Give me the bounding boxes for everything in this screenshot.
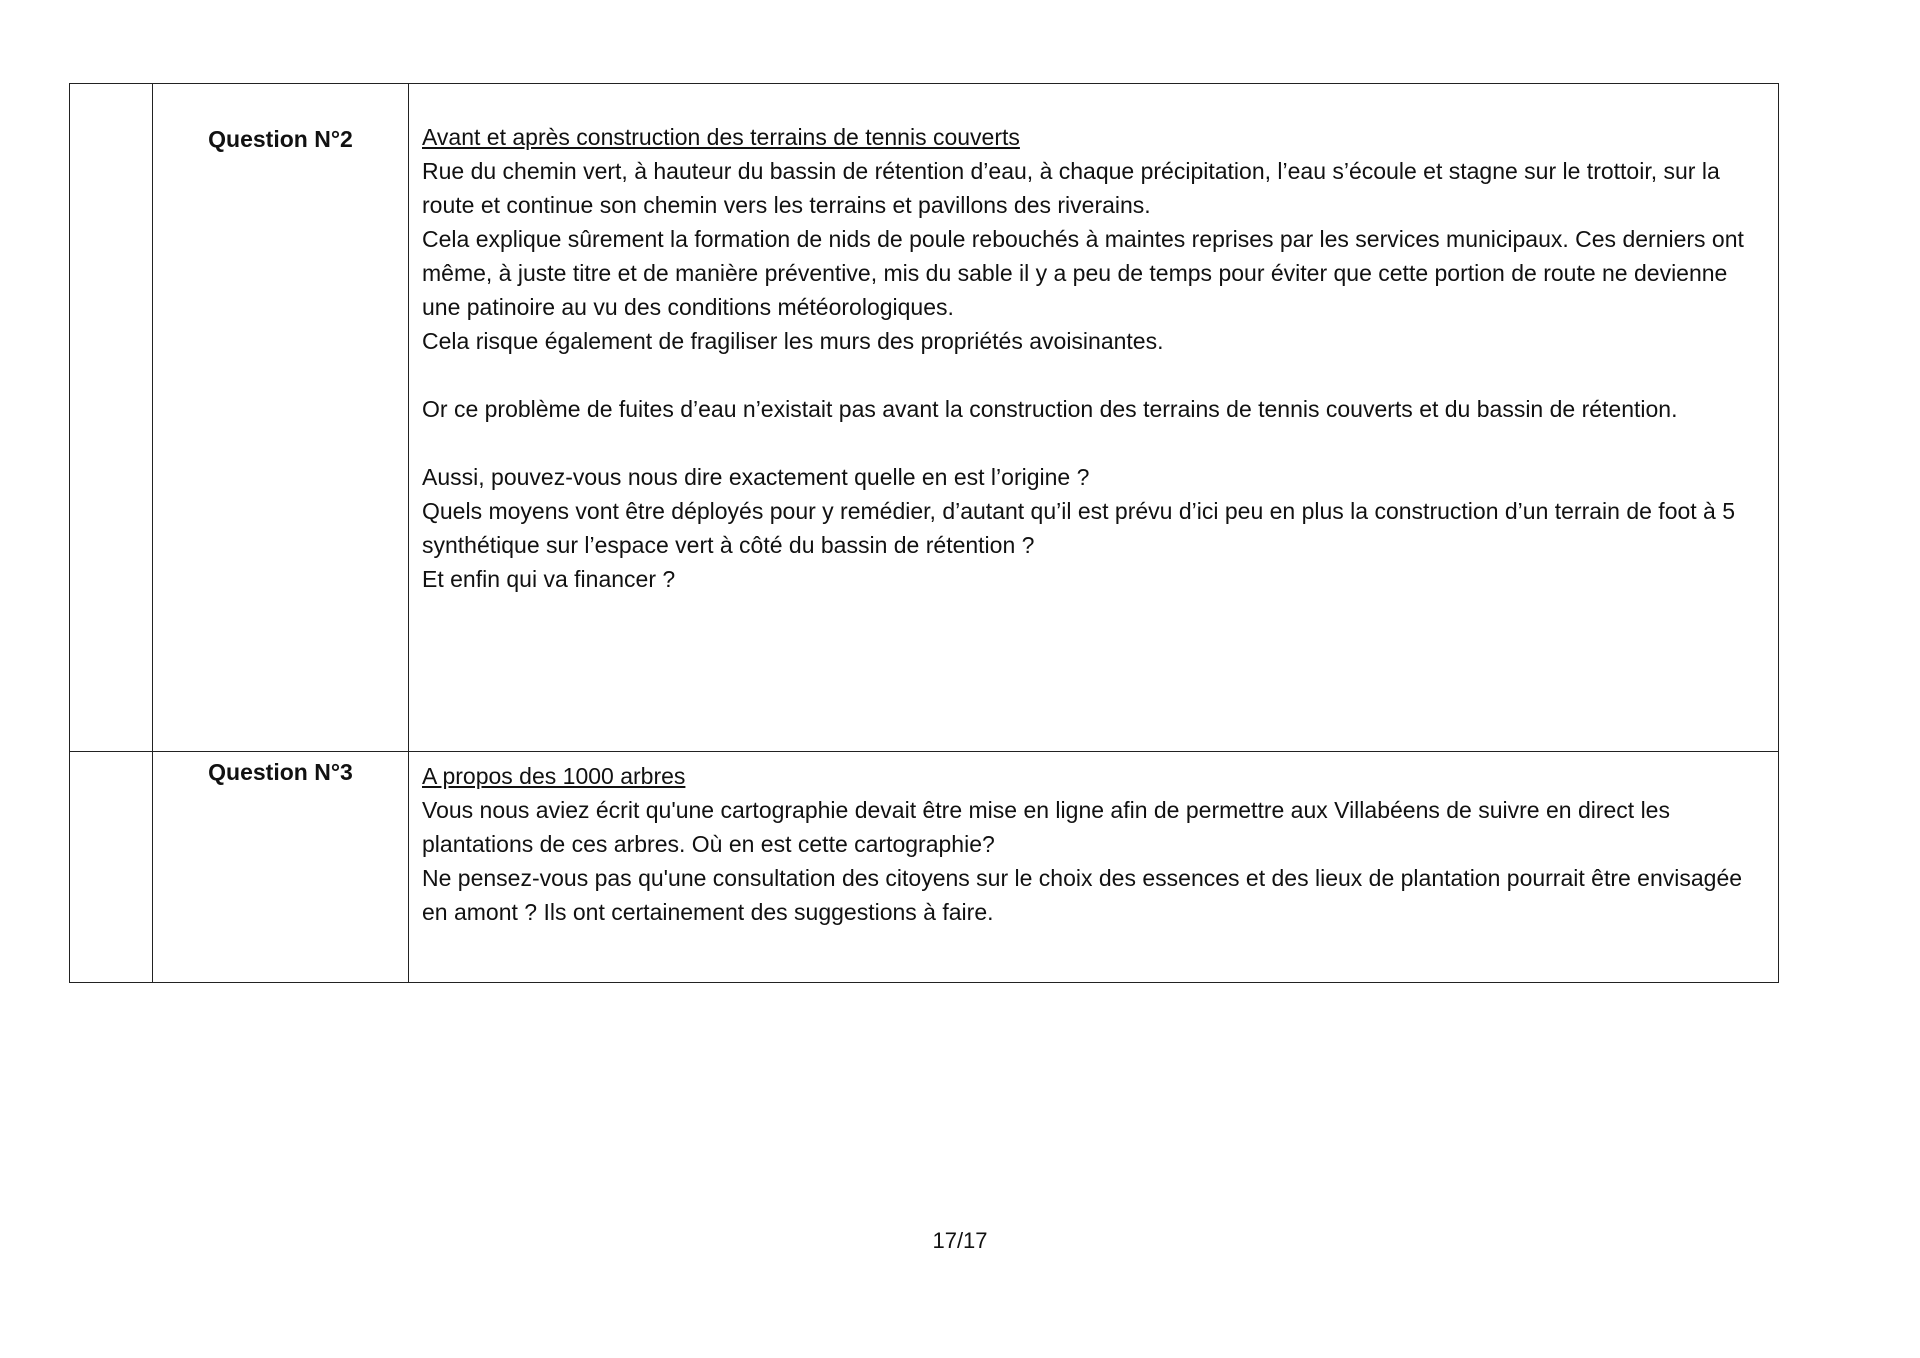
question-paragraph: Rue du chemin vert, à hauteur du bassin de rétention d’eau, à chaque précipitation, l’eau s’écoule et stagne sur le trottoir, sur la route et continue son chemin vers les terrains et pavillons des riverains. (422, 158, 1720, 218)
table-row-question-2 (70, 84, 1779, 752)
question-paragraph: Ne pensez-vous pas qu'une consultation des citoyens sur le choix des essences et des lieux de plantation pourrait être envisagée en amont ? Ils ont certainement des suggestions à faire. (422, 865, 1743, 925)
blank-cell (70, 84, 153, 752)
questions-table (69, 83, 1779, 983)
question-heading: Avant et après construction des terrains de tennis couverts (422, 124, 1020, 150)
question-paragraph: Cela explique sûrement la formation de nids de poule rebouchés à maintes reprises par les services municipaux. Ces derniers ont même, à juste titre et de manière préventive, mis du sable il y a peu de temps pour éviter que cette portion de route ne devienne une patinoire au vu des conditions météorologiques. (422, 226, 1744, 320)
paragraph-spacer (422, 426, 1764, 460)
question-paragraph: Quels moyens vont être déployés pour y remédier, d’autant qu’il est prévu d’ici peu en plus la construction d’un terrain de foot à 5 synthétique sur l’espace vert à côté du bassin de rétention ? (422, 498, 1736, 558)
question-paragraph: Cela risque également de fragiliser les murs des propriétés avoisinantes. (422, 328, 1164, 354)
question-paragraph: Or ce problème de fuites d’eau n’existait pas avant la construction des terrains de tennis couverts et du bassin de rétention. (422, 396, 1678, 422)
question-label-cell (153, 752, 409, 983)
question-paragraph: Et enfin qui va financer ? (422, 566, 676, 592)
table-row-question-3 (70, 752, 1779, 983)
question-paragraph: Vous nous aviez écrit qu'une cartographie devait être mise en ligne afin de permettre aux Villabéens de suivre en direct les plantations de ces arbres. Où en est cette cartographie? (422, 797, 1670, 857)
question-body-cell (409, 752, 1779, 983)
blank-cell (70, 752, 153, 983)
question-body-cell (409, 84, 1779, 752)
page-number: 17/17 (932, 1228, 988, 1253)
paragraph-spacer (422, 358, 1764, 392)
question-label: Question N°3 (208, 759, 353, 785)
question-heading: A propos des 1000 arbres (422, 763, 686, 789)
question-paragraph: Aussi, pouvez-vous nous dire exactement quelle en est l’origine ? (422, 464, 1090, 490)
question-label-cell (153, 84, 409, 752)
question-label: Question N°2 (208, 126, 353, 152)
